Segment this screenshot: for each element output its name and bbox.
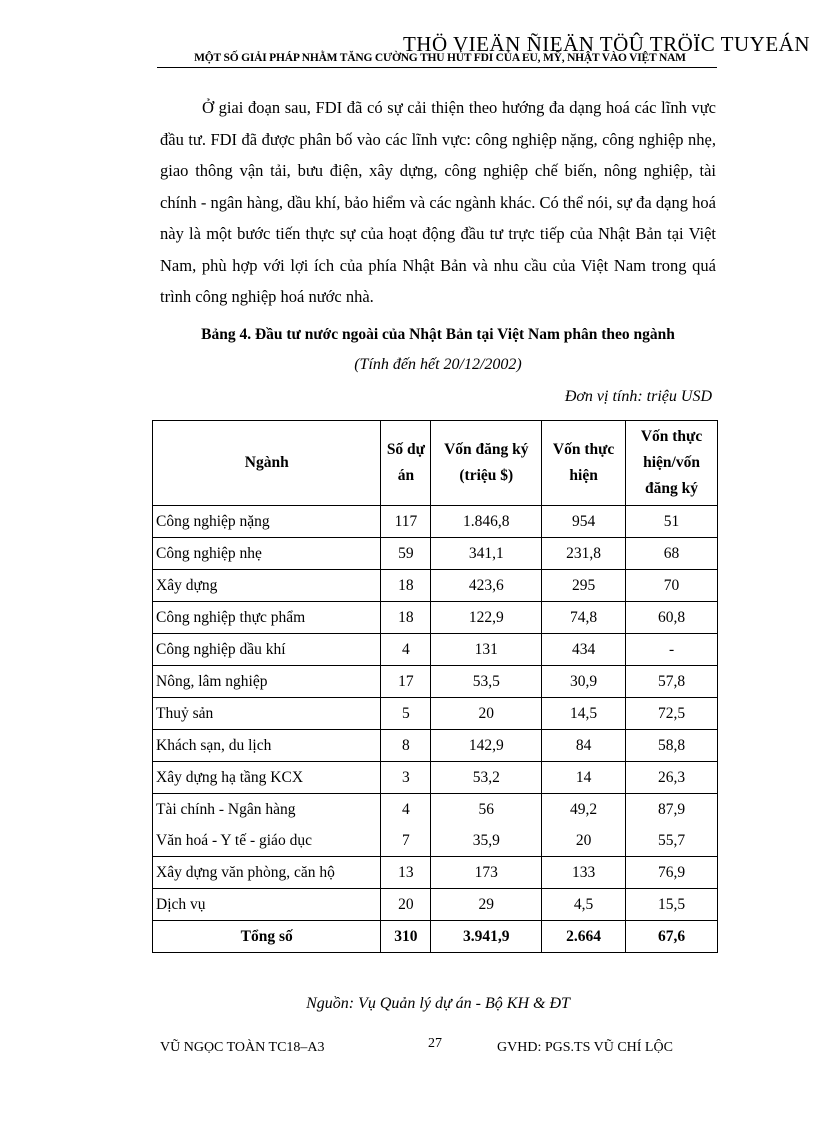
cell-sector: Công nghiệp nặng	[153, 506, 381, 538]
table-row	[153, 857, 718, 889]
table-subcaption: (Tính đến hết 20/12/2002)	[354, 356, 522, 373]
table-row	[153, 698, 718, 730]
cell-ratio: 26,3	[626, 762, 718, 794]
cell-ratio: 15,5	[626, 889, 718, 921]
cell-implemented: 14	[542, 762, 626, 794]
watermark-text: THÖ VIEÄN ÑIEÄN TÖÛ TRÖÏC TUYEÁN	[402, 32, 810, 56]
cell-registered: 173	[431, 857, 542, 889]
cell-ratio: 51	[626, 506, 718, 538]
cell-implemented: 434	[542, 634, 626, 666]
total-ratio: 67,6	[626, 921, 718, 953]
cell-projects: 5	[381, 698, 431, 730]
cell-ratio: 57,8	[626, 666, 718, 698]
header-registered: Vốn đăng ký (triệu $)	[431, 421, 542, 506]
table-header-row	[153, 421, 718, 506]
cell-ratio: 60,8	[626, 602, 718, 634]
cell-sector: Thuỷ sản	[153, 698, 381, 730]
cell-registered: 29	[431, 889, 542, 921]
cell-sector: Công nghiệp nhẹ	[153, 538, 381, 570]
cell-registered: 1.846,8	[431, 506, 542, 538]
cell-projects: 18	[381, 570, 431, 602]
table-row	[153, 762, 718, 794]
cell-implemented: 231,8	[542, 538, 626, 570]
header-projects: Số dự án	[381, 421, 431, 506]
header-divider	[157, 67, 717, 68]
cell-registered: 56	[431, 794, 542, 826]
page-number: 27	[428, 1036, 442, 1051]
cell-registered: 341,1	[431, 538, 542, 570]
cell-implemented: 84	[542, 730, 626, 762]
cell-registered: 423,6	[431, 570, 542, 602]
cell-projects: 20	[381, 889, 431, 921]
table-row	[153, 602, 718, 634]
cell-ratio: 68	[626, 538, 718, 570]
cell-sector: Xây dựng hạ tầng KCX	[153, 762, 381, 794]
cell-projects: 18	[381, 602, 431, 634]
cell-projects: 7	[381, 825, 431, 857]
cell-ratio: 55,7	[626, 825, 718, 857]
table-row	[153, 794, 718, 826]
cell-sector: Xây dựng	[153, 570, 381, 602]
cell-sector: Xây dựng văn phòng, căn hộ	[153, 857, 381, 889]
cell-registered: 20	[431, 698, 542, 730]
cell-implemented: 30,9	[542, 666, 626, 698]
cell-registered: 142,9	[431, 730, 542, 762]
cell-ratio: 72,5	[626, 698, 718, 730]
cell-registered: 35,9	[431, 825, 542, 857]
body-paragraph: Ở giai đoạn sau, FDI đã có sự cải thiện theo hướng đa dạng hoá các lĩnh vực đầu tư. FDI đã được phân bố vào các lĩnh vực: công nghiệp nặng, công nghiệp nhẹ, giao thông vận tải, bưu điện, xây dựng, công nghiệp chế biến, nông nghiệp, tài chính - ngân hàng, dầu khí, bảo hiểm và các ngành khác. Có thể nói, sự đa dạng hoá này là một bước tiến thực sự của hoạt động đầu tư trực tiếp của Nhật Bản tại Việt Nam, phù hợp với lợi ích của phía Nhật Bản và nhu cầu của Việt Nam trong quá trình công nghiệp hoá nước nhà.	[160, 98, 716, 306]
table-row	[153, 825, 718, 857]
header-implemented: Vốn thực hiện	[542, 421, 626, 506]
cell-registered: 53,5	[431, 666, 542, 698]
fdi-by-sector-table	[152, 420, 718, 953]
total-label: Tổng số	[153, 921, 381, 953]
table-row	[153, 730, 718, 762]
running-header: MỘT SỐ GIẢI PHÁP NHẰM TĂNG CƯỜNG THU HÚT FDI CỦA EU, MỸ, NHẬT VÀO VIỆT NAM	[194, 52, 686, 64]
cell-ratio: -	[626, 634, 718, 666]
cell-implemented: 20	[542, 825, 626, 857]
cell-projects: 59	[381, 538, 431, 570]
cell-projects: 117	[381, 506, 431, 538]
cell-sector: Công nghiệp thực phẩm	[153, 602, 381, 634]
total-registered: 3.941,9	[431, 921, 542, 953]
cell-sector: Dịch vụ	[153, 889, 381, 921]
cell-ratio: 87,9	[626, 794, 718, 826]
cell-projects: 4	[381, 794, 431, 826]
cell-ratio: 70	[626, 570, 718, 602]
cell-ratio: 58,8	[626, 730, 718, 762]
table-row	[153, 634, 718, 666]
cell-implemented: 954	[542, 506, 626, 538]
cell-implemented: 49,2	[542, 794, 626, 826]
table-body	[153, 506, 718, 921]
table-unit: Đơn vị tính: triệu USD	[564, 388, 712, 405]
table-source: Nguồn: Vụ Quản lý dự án - Bộ KH & ĐT	[306, 995, 570, 1012]
table-row	[153, 538, 718, 570]
cell-implemented: 74,8	[542, 602, 626, 634]
cell-sector: Tài chính - Ngân hàng	[153, 794, 381, 826]
cell-registered: 131	[431, 634, 542, 666]
cell-projects: 4	[381, 634, 431, 666]
total-implemented: 2.664	[542, 921, 626, 953]
cell-sector: Khách sạn, du lịch	[153, 730, 381, 762]
table-row	[153, 666, 718, 698]
cell-implemented: 4,5	[542, 889, 626, 921]
header-ratio: Vốn thực hiện/vốn đăng ký	[626, 421, 718, 506]
cell-registered: 122,9	[431, 602, 542, 634]
cell-registered: 53,2	[431, 762, 542, 794]
cell-projects: 3	[381, 762, 431, 794]
table-total-row	[153, 921, 718, 953]
table-row	[153, 889, 718, 921]
footer-author: VŨ NGỌC TOÀN TC18–A3	[160, 1040, 325, 1055]
footer-advisor: GVHD: PGS.TS VŨ CHÍ LỘC	[497, 1040, 673, 1055]
header-sector: Ngành	[153, 421, 381, 506]
cell-sector: Nông, lâm nghiệp	[153, 666, 381, 698]
table-caption: Bảng 4. Đầu tư nước ngoài của Nhật Bản tại Việt Nam phân theo ngành	[201, 326, 675, 343]
table-row	[153, 506, 718, 538]
cell-implemented: 14,5	[542, 698, 626, 730]
table-row	[153, 570, 718, 602]
cell-projects: 8	[381, 730, 431, 762]
cell-projects: 13	[381, 857, 431, 889]
cell-ratio: 76,9	[626, 857, 718, 889]
cell-projects: 17	[381, 666, 431, 698]
cell-sector: Văn hoá - Y tế - giáo dục	[153, 825, 381, 857]
cell-sector: Công nghiệp dầu khí	[153, 634, 381, 666]
cell-implemented: 295	[542, 570, 626, 602]
total-projects: 310	[381, 921, 431, 953]
cell-implemented: 133	[542, 857, 626, 889]
